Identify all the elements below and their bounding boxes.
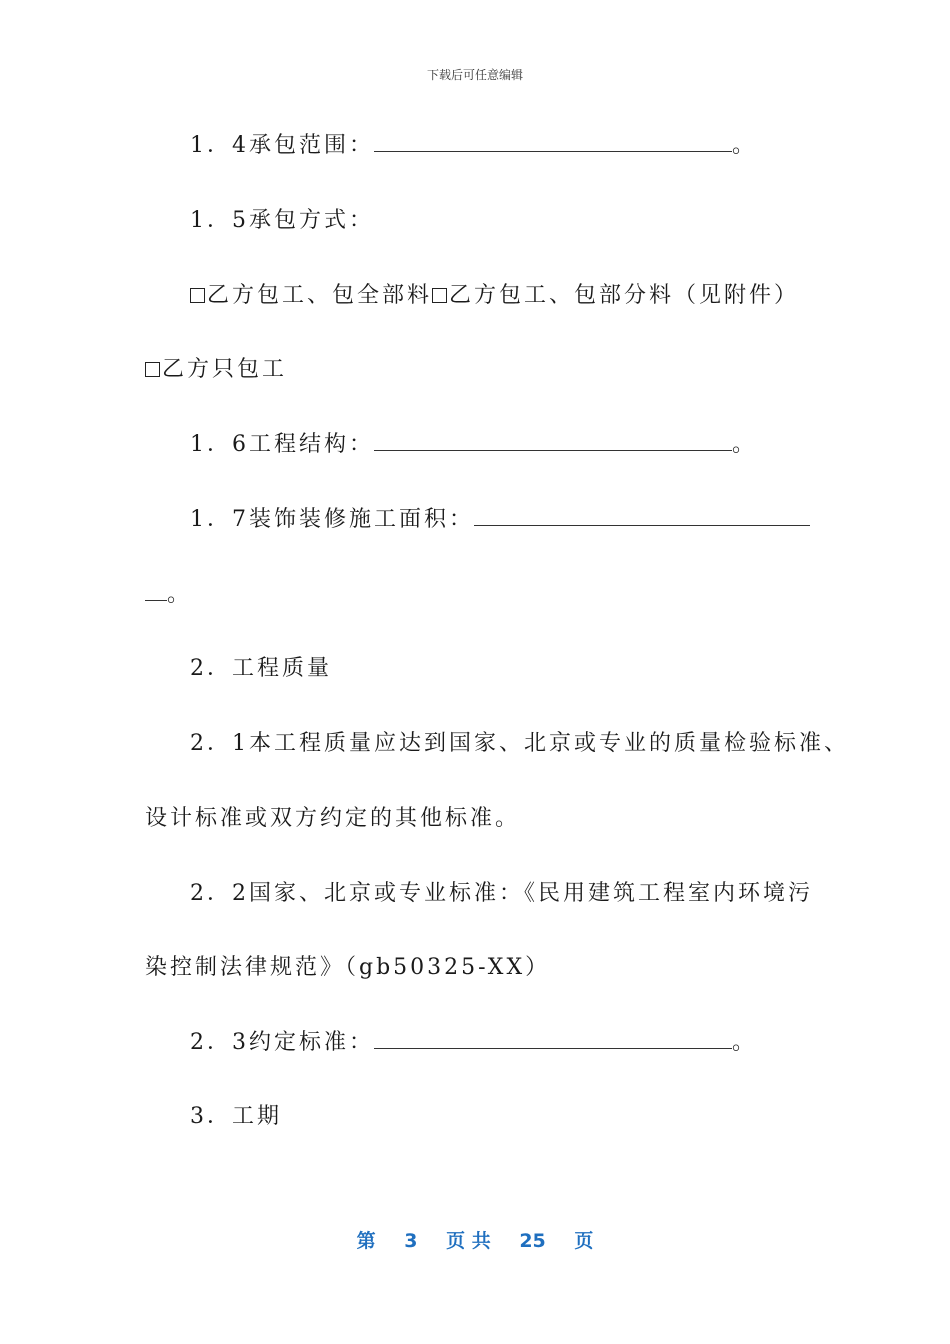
option-2-label: 乙方包工、包部分料（见附件）	[449, 283, 800, 308]
footer-prefix: 第	[356, 1230, 376, 1252]
clause-1-4-label: 1．4承包范围：	[190, 133, 374, 158]
section-2-title: 2．工程质量	[190, 656, 332, 681]
clause-2-1-line1: 2．1本工程质量应达到国家、北京或专业的质量检验标准、	[190, 731, 849, 756]
clause-2-3-blank[interactable]	[374, 1028, 732, 1049]
footer-suffix: 页	[574, 1230, 594, 1252]
option-3-label: 乙方只包工	[162, 357, 288, 382]
clause-1-7-end: 。	[167, 582, 193, 607]
option-1-label: 乙方包工、包全部料	[207, 283, 433, 308]
clause-2-2-line2: 染控制法律规范》（gb50325-XX）	[145, 955, 551, 980]
footer-total-pages: 25	[519, 1230, 546, 1252]
clause-1-6-blank[interactable]	[374, 430, 732, 451]
clause-1-5-option-3	[145, 355, 287, 385]
clause-2-3-end: 。	[732, 1030, 758, 1055]
clause-1-4	[190, 131, 757, 161]
clause-1-4-blank[interactable]	[374, 131, 732, 152]
clause-2-2-line1: 2．2国家、北京或专业标准：《民用建筑工程室内环境污	[190, 881, 813, 906]
clause-1-7-blank[interactable]	[474, 505, 810, 526]
footer-middle: 页 共	[446, 1230, 491, 1252]
checkbox-option-3[interactable]	[145, 362, 160, 377]
clause-1-7-label: 1．7装饰装修施工面积：	[190, 507, 474, 532]
clause-1-6-label: 1．6工程结构：	[190, 432, 374, 457]
clause-1-4-end: 。	[732, 133, 758, 158]
clause-2-1-line2: 设计标准或双方约定的其他标准。	[145, 806, 521, 831]
clause-1-7	[190, 505, 810, 535]
clause-1-5: 1．5承包方式：	[190, 208, 374, 233]
checkbox-option-2[interactable]	[432, 288, 447, 303]
section-3-title: 3．工期	[190, 1104, 282, 1129]
clause-2-3	[190, 1028, 757, 1058]
clause-1-7-cont	[145, 580, 192, 610]
header-note: 下载后可任意编辑	[426, 68, 523, 82]
checkbox-option-1[interactable]	[190, 288, 205, 303]
footer-current-page: 3	[404, 1230, 418, 1252]
clause-2-3-label: 2．3约定标准：	[190, 1030, 374, 1055]
clause-1-5-options	[190, 281, 799, 311]
clause-1-6-end: 。	[732, 432, 758, 457]
clause-1-6	[190, 430, 757, 460]
clause-1-7-blank-cont[interactable]	[145, 580, 167, 601]
page-footer	[0, 1226, 950, 1253]
